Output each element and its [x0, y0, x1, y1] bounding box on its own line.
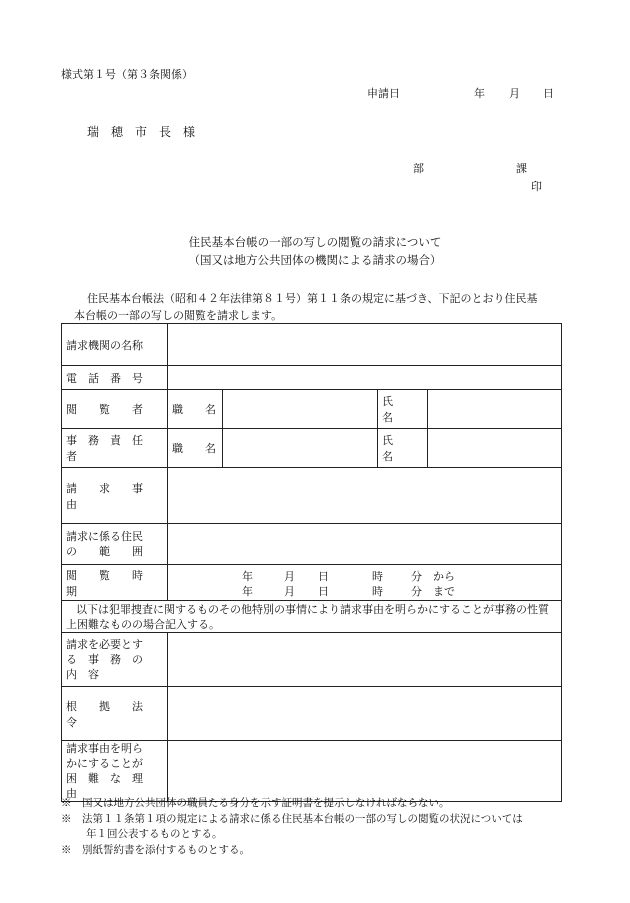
row-special-note: [62, 601, 562, 633]
row-responsible: [62, 429, 562, 468]
agency-name-label: 請求機関の名称: [62, 324, 168, 366]
period-from-month: 月: [284, 569, 295, 583]
reason-field[interactable]: [168, 468, 562, 524]
legal-basis-label: 根 拠 法 令: [62, 687, 168, 741]
responsible-name-field[interactable]: [428, 429, 562, 468]
row-legal-basis: [62, 687, 562, 741]
difficulty-label: [62, 741, 168, 802]
period-field[interactable]: [168, 565, 562, 601]
date-month: 月: [509, 87, 520, 100]
period-from-year: 年: [242, 569, 253, 583]
intro-text-cont: 本台帳の一部の写しの閲覧を請求します。: [74, 309, 283, 322]
period-from-day: 日: [318, 569, 329, 583]
section-label: 課: [516, 162, 527, 175]
footnote-2: ※ 法第１１条第１項の規定による請求に係る住民基本台帳の一部の写しの閲覧の状況については: [61, 813, 523, 825]
period-to-day: 日: [318, 584, 329, 598]
responsible-job-label: 職 名: [168, 429, 223, 468]
period-to-month: 月: [284, 584, 295, 598]
row-agency-name: [62, 324, 562, 366]
footnote-1: ※ 国又は地方公共団体の職員たる身分を示す証明書を提示しなければならない。: [61, 797, 450, 809]
special-note-line2: 上困難なものの場合記入する。: [66, 617, 220, 631]
intro-text: 住民基本台帳法（昭和４２年法律第８１号）第１１条の規定に基づき、下記のとおり住民基: [87, 292, 538, 305]
responsible-job-field[interactable]: [223, 429, 378, 468]
special-note: [62, 601, 562, 633]
row-difficulty: [62, 741, 562, 802]
period-label: 閲 覧 時 期: [62, 565, 168, 601]
scope-label-line2: の 範 囲: [66, 545, 143, 558]
period-to-hour: 時: [372, 584, 383, 598]
responsible-label: 事 務 責 任 者: [62, 429, 168, 468]
period-from-suffix: から: [433, 569, 455, 583]
necessity-field[interactable]: [168, 633, 562, 687]
period-from-hour: 時: [372, 569, 383, 583]
row-phone: [62, 366, 562, 390]
footnote-3: ※ 別紙誓約書を添付するものとする。: [61, 844, 250, 856]
responsible-name-label: 氏 名: [378, 429, 428, 468]
difficulty-label-line3: 困 難 な 理 由: [66, 772, 154, 800]
necessity-label-line1: 請求を必要とす: [66, 638, 143, 651]
scope-label: [62, 524, 168, 565]
scope-label-line1: 請求に係る住民: [66, 530, 143, 543]
viewer-label: 閲 覧 者: [62, 390, 168, 429]
seal-label: 印: [531, 180, 542, 193]
page-title: 住民基本台帳の一部の写しの閲覧の請求について: [188, 235, 442, 249]
viewer-name-label: 氏 名: [378, 390, 428, 429]
date-label: 申請日: [367, 87, 400, 100]
addressee: 瑞 穂 市 長 様: [87, 125, 196, 139]
necessity-label: [62, 633, 168, 687]
difficulty-field[interactable]: [168, 741, 562, 802]
difficulty-label-line2: かにすることが: [66, 757, 143, 770]
legal-basis-field[interactable]: [168, 687, 562, 741]
dept-label: 部: [413, 162, 424, 175]
viewer-job-field[interactable]: [223, 390, 378, 429]
form-number: 様式第１号（第３条関係）: [61, 68, 193, 81]
row-period: [62, 565, 562, 601]
phone-label: 電 話 番 号: [62, 366, 168, 390]
viewer-job-label: 職 名: [168, 390, 223, 429]
period-to-minute: 分: [411, 584, 422, 598]
row-necessity: [62, 633, 562, 687]
phone-field[interactable]: [168, 366, 562, 390]
page-subtitle: （国又は地方公共団体の機関による請求の場合）: [188, 253, 442, 267]
scope-field[interactable]: [168, 524, 562, 565]
difficulty-label-line1: 請求事由を明ら: [66, 742, 143, 755]
date-day: 日: [543, 87, 554, 100]
period-to-suffix: まで: [433, 584, 455, 598]
viewer-name-field[interactable]: [428, 390, 562, 429]
row-scope: [62, 524, 562, 565]
special-note-line1: 以下は犯罪捜査に関するものその他特別の事情により請求事由を明らかにすることが事務の性質: [76, 602, 549, 616]
period-to-year: 年: [242, 584, 253, 598]
period-from-minute: 分: [411, 569, 422, 583]
reason-label: 請 求 事 由: [62, 468, 168, 524]
date-year: 年: [474, 87, 485, 100]
footnote-2-cont: 年１回公表するものとする。: [86, 828, 223, 840]
row-reason: [62, 468, 562, 524]
agency-name-field[interactable]: [168, 324, 562, 366]
necessity-label-line2: る 事 務 の 内 容: [66, 653, 154, 681]
row-viewer: [62, 390, 562, 429]
request-form-table: [61, 323, 562, 802]
